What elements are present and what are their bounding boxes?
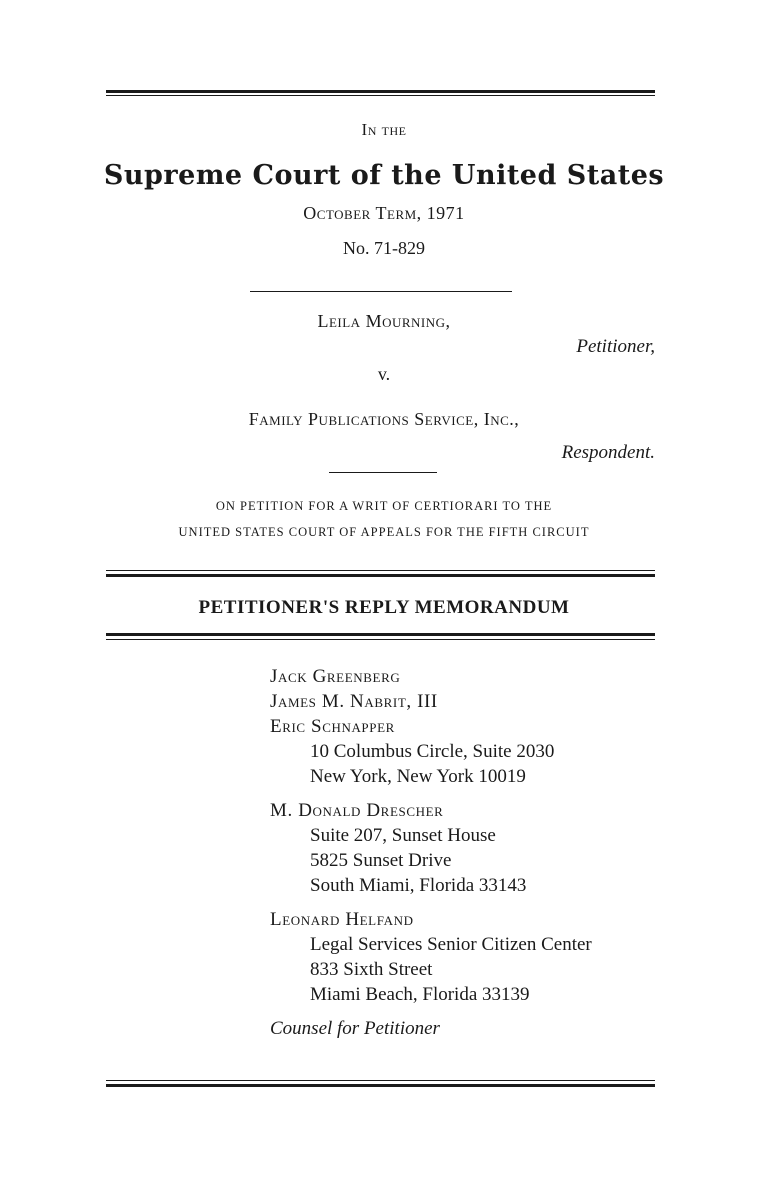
bottom-rule-thin [106,1080,655,1081]
counsel-name: M. Donald Drescher [270,800,444,821]
bottom-rule-thick [106,1084,655,1087]
counsel-address: South Miami, Florida 33143 [310,875,527,896]
counsel-address: Miami Beach, Florida 33139 [310,984,530,1005]
docket-number: No. 71-829 [343,238,425,258]
counsel-name: Eric Schnapper [270,716,395,737]
top-rule-thick [106,90,655,93]
versus-label: v. [377,364,391,384]
respondent-role: Respondent. [561,442,655,463]
counsel-address: New York, New York 10019 [310,766,526,787]
divider-rule-short [329,472,437,473]
memo-rule-bottom-thick [106,633,655,636]
counsel-role: Counsel for Petitioner [270,1018,440,1039]
petitioner-name: Leila Mourning, [317,311,451,331]
counsel-address: 5825 Sunset Drive [310,850,452,871]
petition-line-2: UNITED STATES COURT OF APPEALS FOR THE FIFTH CIRCUIT [178,525,590,539]
petition-line-1: ON PETITION FOR A WRIT OF CERTIORARI TO THE [215,499,553,513]
memo-rule-top-thin [106,570,655,571]
memo-rule-top-thick [106,574,655,577]
counsel-block [270,664,592,1041]
counsel-name: Leonard Helfand [270,909,414,930]
counsel-address: 833 Sixth Street [310,959,433,980]
counsel-name: James M. Nabrit, III [270,691,438,712]
counsel-address: Legal Services Senior Citizen Center [310,934,592,955]
counsel-group-2 [270,798,592,898]
term-label: October Term, 1971 [303,203,465,223]
counsel-group-1 [270,664,592,789]
counsel-name: Jack Greenberg [270,666,401,687]
respondent-name: Family Publications Service, Inc., [248,409,520,429]
counsel-address: Suite 207, Sunset House [310,825,496,846]
memo-title: PETITIONER'S REPLY MEMORANDUM [198,597,570,618]
memo-rule-bottom-thin [106,639,655,640]
counsel-address: 10 Columbus Circle, Suite 2030 [310,741,555,762]
in-the-label: In the [361,120,407,139]
petitioner-role: Petitioner, [576,336,655,357]
divider-rule [250,291,512,292]
top-rule-thin [106,95,655,96]
counsel-group-3 [270,907,592,1007]
court-name: Supreme Court of the United States [103,160,665,191]
